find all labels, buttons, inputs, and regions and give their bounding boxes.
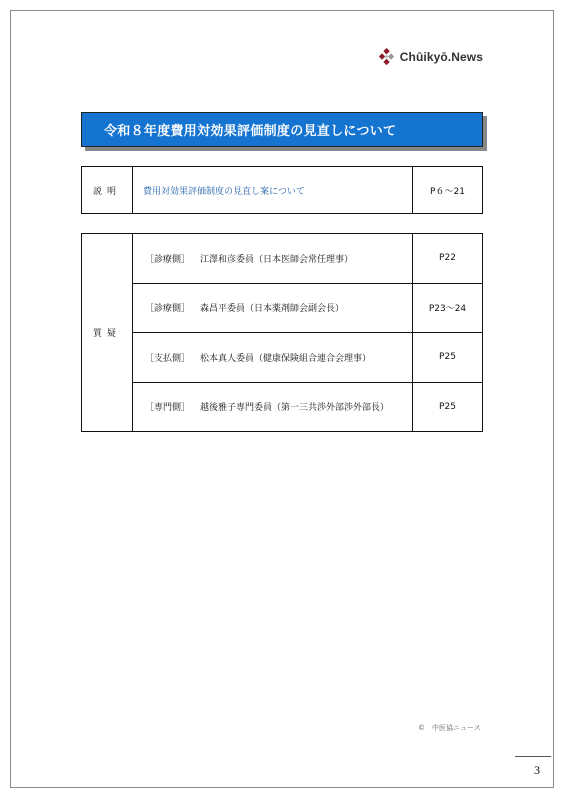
explanation-description: 費用対効果評価制度の見直し案について <box>133 167 413 214</box>
table-row <box>82 234 483 284</box>
question-item <box>133 283 413 333</box>
question-side: ［専門側］ <box>145 403 191 414</box>
question-person: 越後雅子専門委員（第一三共渉外部渉外部長） <box>200 403 390 414</box>
explanation-table <box>81 166 483 214</box>
question-page: P25 <box>413 333 483 383</box>
question-side: ［診療側］ <box>145 304 191 315</box>
question-side: ［診療側］ <box>145 254 191 265</box>
page-number-rule <box>515 756 551 757</box>
table-row <box>82 382 483 432</box>
table-row <box>82 167 483 214</box>
logo-text: Chūikyō.News <box>399 50 483 64</box>
question-page: P25 <box>413 382 483 432</box>
question-item <box>133 234 413 284</box>
section-title: 令和８年度費用対効果評価制度の見直しについて <box>104 124 397 139</box>
copyright-notice: © 中医協ニュース <box>418 724 481 732</box>
question-item <box>133 382 413 432</box>
question-person: 松本真人委員（健康保険組合連合会理事） <box>200 353 372 364</box>
section-title-bar <box>81 112 483 147</box>
explanation-category: 説明 <box>82 167 133 214</box>
page-number: 3 <box>534 763 540 777</box>
question-item <box>133 333 413 383</box>
table-row <box>82 283 483 333</box>
question-person: 森昌平委員（日本薬剤師会副会長） <box>200 304 345 315</box>
chuikyo-news-logo <box>378 48 483 66</box>
question-side: ［支払側］ <box>145 353 191 364</box>
questions-category: 質疑 <box>82 234 133 432</box>
question-person: 江澤和彦委員（日本医師会常任理事） <box>200 254 354 265</box>
diamond-cluster-icon <box>378 48 396 66</box>
explanation-page: P６～21 <box>413 167 483 214</box>
questions-table <box>81 233 483 432</box>
table-row <box>82 333 483 383</box>
question-page: P23～24 <box>413 283 483 333</box>
question-page: P22 <box>413 234 483 284</box>
